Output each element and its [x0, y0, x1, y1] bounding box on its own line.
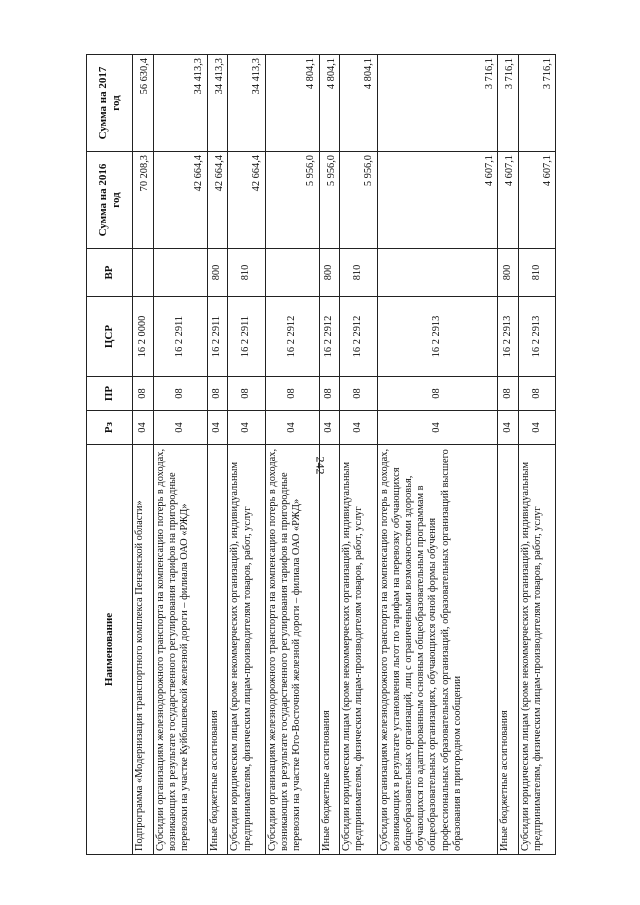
cell-csr: 16 2 2911	[207, 297, 228, 377]
cell-vr	[377, 249, 497, 297]
rotated-table-container	[86, 55, 556, 855]
table-row	[265, 55, 319, 855]
cell-csr: 16 2 2913	[518, 297, 555, 377]
cell-pr: 08	[153, 377, 207, 411]
table-row	[228, 55, 265, 855]
cell-pr: 08	[133, 377, 154, 411]
cell-sum-2017: 3 716,1	[518, 55, 555, 152]
cell-name: Иные бюджетные ассигнования	[207, 445, 228, 855]
cell-name: Иные бюджетные ассигнования	[319, 445, 340, 855]
cell-pr: 08	[207, 377, 228, 411]
cell-rz: 04	[377, 411, 497, 445]
cell-sum-2016: 42 664,4	[207, 152, 228, 249]
cell-sum-2016: 42 664,4	[228, 152, 265, 249]
cell-name: Субсидии юридическим лицам (кроме некоммерческих организаций), индивидуальным предпринимателям, физическим лицам-производителям товаров, работ, услуг	[340, 445, 377, 855]
cell-csr: 16 2 2911	[153, 297, 207, 377]
cell-vr: 810	[228, 249, 265, 297]
table-row	[207, 55, 228, 855]
cell-sum-2016: 4 607,1	[497, 152, 518, 249]
budget-table	[86, 54, 556, 855]
header-sum-2017: Сумма на 2017 год	[87, 55, 133, 152]
cell-rz: 04	[518, 411, 555, 445]
cell-name: Подпрограмма «Модернизация транспортного комплекса Пензенской области»	[133, 445, 154, 855]
cell-rz: 04	[319, 411, 340, 445]
cell-vr: 810	[518, 249, 555, 297]
cell-name: Иные бюджетные ассигнования	[497, 445, 518, 855]
cell-sum-2017: 56 630,4	[133, 55, 154, 152]
cell-pr: 08	[228, 377, 265, 411]
cell-rz: 04	[497, 411, 518, 445]
table-row	[377, 55, 497, 855]
cell-pr: 08	[518, 377, 555, 411]
cell-rz: 04	[228, 411, 265, 445]
cell-sum-2016: 4 607,1	[377, 152, 497, 249]
cell-rz: 04	[340, 411, 377, 445]
cell-sum-2016: 70 208,3	[133, 152, 154, 249]
cell-name: Субсидии юридическим лицам (кроме некоммерческих организаций), индивидуальным предпринимателям, физическим лицам-производителям товаров, работ, услуг	[518, 445, 555, 855]
cell-vr: 800	[207, 249, 228, 297]
header-sum-2016: Сумма на 2016 год	[87, 152, 133, 249]
cell-sum-2016: 4 607,1	[518, 152, 555, 249]
cell-pr: 08	[377, 377, 497, 411]
table-row	[340, 55, 377, 855]
header-vr: ВР	[87, 249, 133, 297]
cell-vr: 800	[497, 249, 518, 297]
cell-pr: 08	[497, 377, 518, 411]
page-number: 242	[313, 456, 328, 475]
header-rz: Рз	[87, 411, 133, 445]
cell-rz: 04	[207, 411, 228, 445]
cell-sum-2017: 4 804,1	[265, 55, 319, 152]
cell-sum-2017: 3 716,1	[497, 55, 518, 152]
cell-vr: 800	[319, 249, 340, 297]
cell-csr: 16 2 2913	[377, 297, 497, 377]
cell-name: Субсидии юридическим лицам (кроме некоммерческих организаций), индивидуальным предпринимателям, физическим лицам-производителям товаров, работ, услуг	[228, 445, 265, 855]
cell-name: Субсидии организациям железнодорожного транспорта на компенсацию потерь в доходах, возникающих в результате установления льгот по тарифам на перевозку обучающихся общеобразовательных организаций, лиц с ограниченными возможностями здоровья, обучающихся по адаптированным основным общеобразовательным программам в общеобразовательных организациях, обучающихся очной формы обучения профессиональных образовательных организаций, образовательных организаций высшего образования в пригородном сообщении	[377, 445, 497, 855]
table-row	[518, 55, 555, 855]
cell-csr: 16 2 2913	[497, 297, 518, 377]
cell-sum-2017: 4 804,1	[340, 55, 377, 152]
cell-csr: 16 2 2912	[265, 297, 319, 377]
cell-csr: 16 2 2912	[319, 297, 340, 377]
cell-vr	[133, 249, 154, 297]
cell-name: Субсидии организациям железнодорожного транспорта на компенсацию потерь в доходах, возникающих в результате государственного регулирования тарифов на пригородные перевозки на участке Куйбышевской железной дороги – филиала ОАО «РЖД»	[153, 445, 207, 855]
cell-sum-2017: 34 413,3	[228, 55, 265, 152]
cell-csr: 16 2 0000	[133, 297, 154, 377]
cell-vr	[153, 249, 207, 297]
cell-sum-2017: 4 804,1	[319, 55, 340, 152]
cell-sum-2016: 5 956,0	[340, 152, 377, 249]
header-row	[87, 55, 133, 855]
cell-rz: 04	[133, 411, 154, 445]
cell-rz: 04	[265, 411, 319, 445]
cell-sum-2016: 5 956,0	[265, 152, 319, 249]
cell-vr	[265, 249, 319, 297]
cell-pr: 08	[265, 377, 319, 411]
table-row	[319, 55, 340, 855]
cell-csr: 16 2 2912	[340, 297, 377, 377]
table-row	[153, 55, 207, 855]
table-row	[133, 55, 154, 855]
cell-sum-2016: 42 664,4	[153, 152, 207, 249]
cell-csr: 16 2 2911	[228, 297, 265, 377]
header-pr: ПР	[87, 377, 133, 411]
cell-sum-2017: 3 716,1	[377, 55, 497, 152]
cell-vr: 810	[340, 249, 377, 297]
cell-sum-2017: 34 413,3	[207, 55, 228, 152]
cell-name: Субсидии организациям железнодорожного транспорта на компенсацию потерь в доходах, возникающих в результате государственного регулирования тарифов на пригородные перевозки на участке Юго-Восточной железной дороги – филиала ОАО «РЖД»	[265, 445, 319, 855]
header-name: Наименование	[87, 445, 133, 855]
cell-pr: 08	[319, 377, 340, 411]
cell-sum-2017: 34 413,3	[153, 55, 207, 152]
table-row	[497, 55, 518, 855]
cell-rz: 04	[153, 411, 207, 445]
cell-pr: 08	[340, 377, 377, 411]
cell-sum-2016: 5 956,0	[319, 152, 340, 249]
header-csr: ЦСР	[87, 297, 133, 377]
